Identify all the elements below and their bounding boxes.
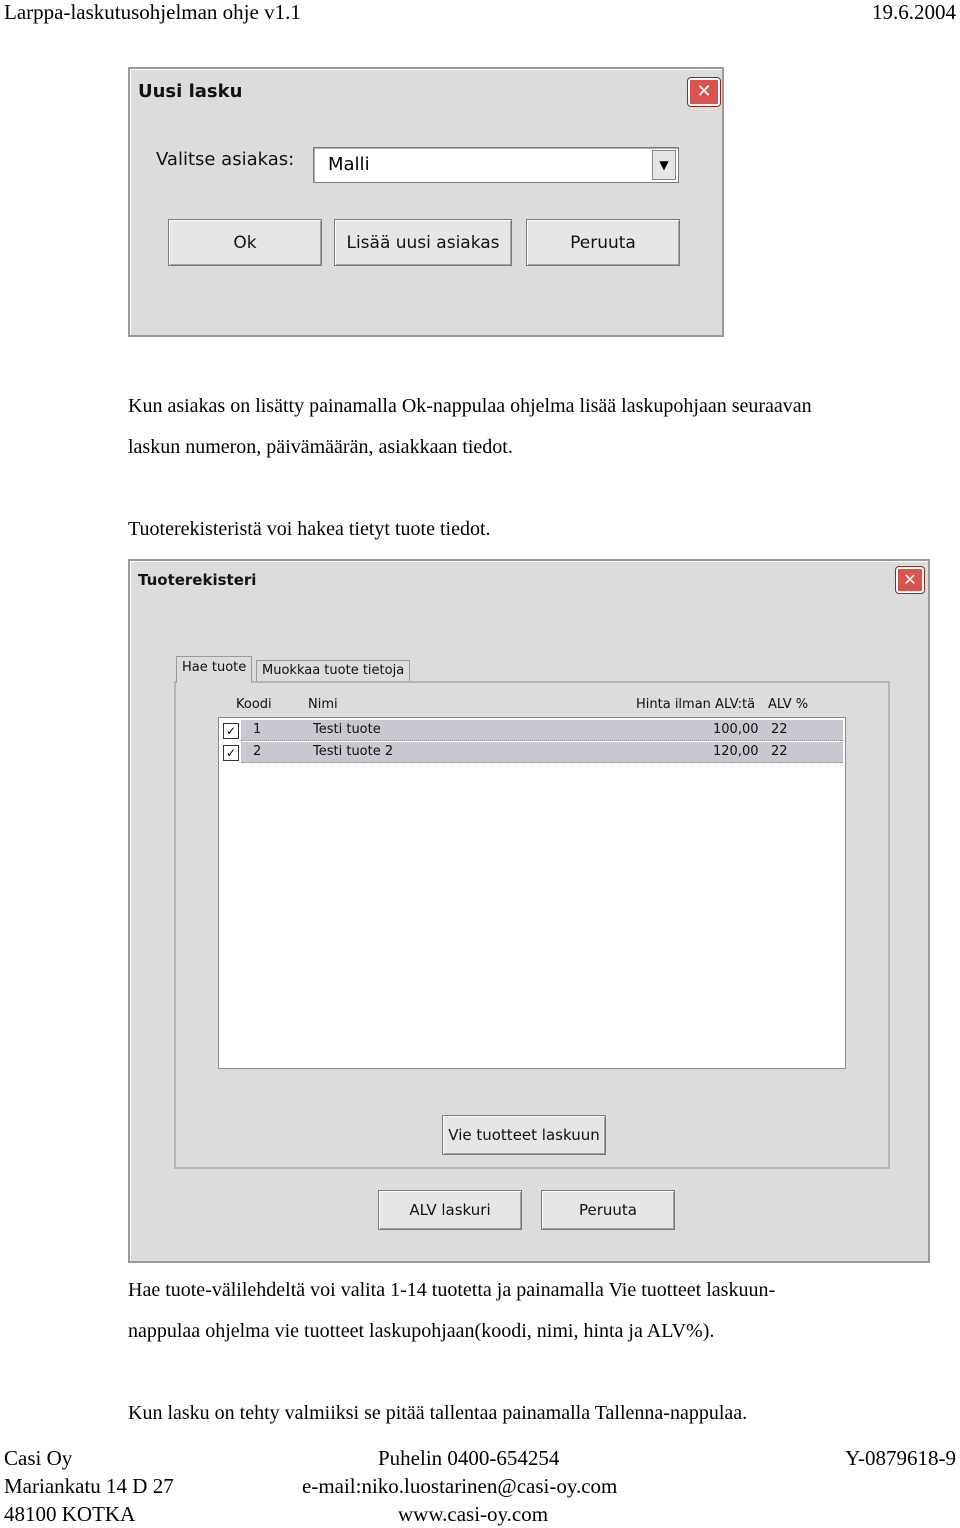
- footer-company: Casi Oy: [4, 1446, 73, 1470]
- ok-button[interactable]: Ok: [168, 219, 322, 266]
- paragraph-4: Kun lasku on tehty valmiiksi se pitää tallentaa painamalla Tallenna-nappulaa.: [128, 1402, 748, 1424]
- product-list[interactable]: [218, 717, 846, 1069]
- column-header-code: Koodi: [236, 697, 272, 712]
- tab-hae-tuote[interactable]: Hae tuote: [176, 656, 252, 683]
- tab-panel: [174, 681, 890, 1169]
- column-header-vat: ALV %: [768, 697, 809, 712]
- cell-vat: 22: [771, 744, 788, 759]
- paragraph-1-line-1: Kun asiakas on lisätty painamalla Ok-nappulaa ohjelma lisää laskupohjaan seuraavan: [128, 395, 812, 417]
- paragraph-1-line-2: laskun numeron, päivämäärän, asiakkaan tiedot.: [128, 436, 513, 458]
- customer-select-value: Malli: [328, 154, 370, 175]
- footer-street: Mariankatu 14 D 27: [4, 1474, 174, 1498]
- close-icon[interactable]: ✕: [896, 567, 924, 593]
- footer-phone: Puhelin 0400-654254: [378, 1446, 560, 1470]
- export-products-button[interactable]: Vie tuotteet laskuun: [442, 1115, 606, 1155]
- column-header-price: Hinta ilman ALV:tä: [636, 697, 756, 712]
- tab-muokkaa-tuote-tietoja[interactable]: Muokkaa tuote tietoja: [256, 660, 410, 683]
- footer-email: e-mail:niko.luostarinen@casi-oy.com: [302, 1474, 618, 1498]
- column-header-name: Nimi: [308, 697, 338, 712]
- paragraph-3-line-2: nappulaa ohjelma vie tuotteet laskupohjaan(koodi, nimi, hinta ja ALV%).: [128, 1320, 715, 1342]
- dialog-title: Uusi lasku: [138, 81, 243, 102]
- customer-label: Valitse asiakas:: [156, 149, 295, 170]
- footer-business-id: Y-0879618-9: [845, 1446, 956, 1470]
- close-icon[interactable]: ✕: [688, 78, 720, 106]
- add-customer-button[interactable]: Lisää uusi asiakas: [334, 219, 512, 266]
- checkbox[interactable]: ✓: [223, 745, 239, 761]
- cancel-button[interactable]: Peruuta: [526, 219, 680, 266]
- cell-price: 120,00: [713, 744, 759, 759]
- table-row[interactable]: [241, 742, 843, 763]
- table-row[interactable]: [241, 720, 843, 741]
- checkbox[interactable]: ✓: [223, 723, 239, 739]
- customer-select[interactable]: [313, 147, 679, 183]
- footer-web: www.casi-oy.com: [398, 1502, 549, 1526]
- cell-price: 100,00: [713, 722, 759, 737]
- product-register-dialog: [128, 559, 930, 1263]
- document-header-date: 19.6.2004: [872, 0, 956, 24]
- vat-calculator-button[interactable]: ALV laskuri: [378, 1190, 522, 1230]
- paragraph-2: Tuoterekisteristä voi hakea tietyt tuote tiedot.: [128, 518, 491, 540]
- new-invoice-dialog: [128, 67, 724, 337]
- cancel-button[interactable]: Peruuta: [541, 1190, 675, 1230]
- dialog-title: Tuoterekisteri: [138, 571, 257, 589]
- document-header-title: Larppa-laskutusohjelman ohje v1.1: [4, 0, 301, 24]
- chevron-down-icon[interactable]: ▼: [652, 150, 676, 180]
- footer-city: 48100 KOTKA: [4, 1502, 136, 1526]
- cell-code: 2: [253, 744, 262, 759]
- cell-code: 1: [253, 722, 262, 737]
- paragraph-3-line-1: Hae tuote-välilehdeltä voi valita 1-14 tuotetta ja painamalla Vie tuotteet laskuun-: [128, 1279, 776, 1301]
- cell-name: Testi tuote 2: [313, 744, 394, 759]
- cell-vat: 22: [771, 722, 788, 737]
- cell-name: Testi tuote: [313, 722, 381, 737]
